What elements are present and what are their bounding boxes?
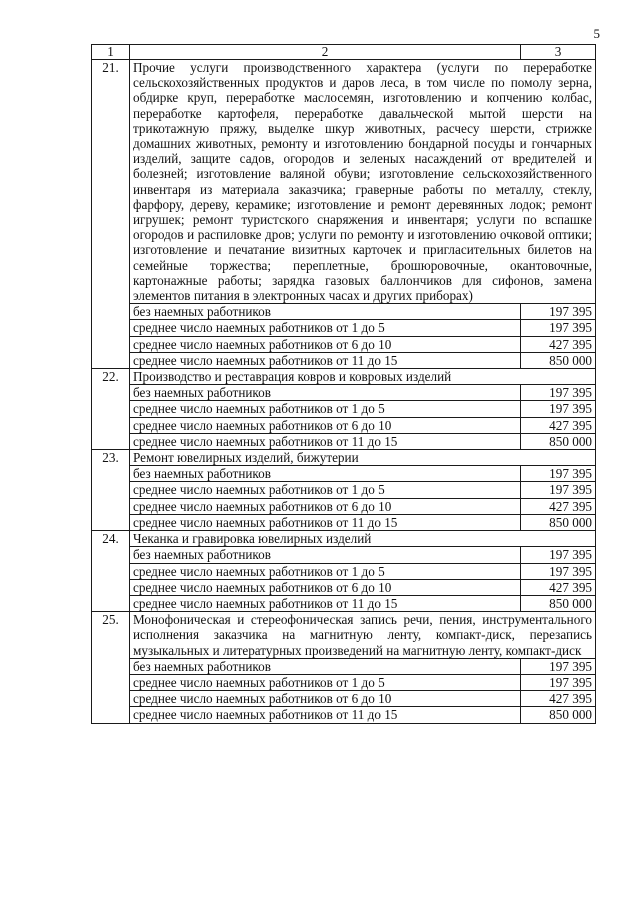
row-value: 850 000 xyxy=(521,514,596,530)
table-row xyxy=(92,385,596,401)
row-value: 427 395 xyxy=(521,691,596,707)
header-col-3: 3 xyxy=(521,45,596,60)
row-value: 197 395 xyxy=(521,658,596,674)
item-description: Монофоническая и стереофоническая запись речи, пения, инструментального исполнения заказчика на магнитную ленту, компакт-диск, перезапись музыкальных и литературных произведений на магнитную ленту, компакт-диск xyxy=(130,612,596,659)
row-label: среднее число наемных работников от 11 до 15 xyxy=(130,433,521,449)
row-value: 197 395 xyxy=(521,547,596,563)
row-label: среднее число наемных работников от 1 до 5 xyxy=(130,674,521,690)
table-row xyxy=(92,320,596,336)
row-value: 427 395 xyxy=(521,336,596,352)
row-label: среднее число наемных работников от 1 до 5 xyxy=(130,482,521,498)
row-value: 197 395 xyxy=(521,482,596,498)
row-label: среднее число наемных работников от 11 до 15 xyxy=(130,514,521,530)
row-value: 197 395 xyxy=(521,401,596,417)
item-number: 22. xyxy=(92,369,130,450)
row-value: 197 395 xyxy=(521,563,596,579)
tariff-table xyxy=(91,44,596,724)
row-label: среднее число наемных работников от 6 до 10 xyxy=(130,498,521,514)
item-description: Прочие услуги производственного характера (услуги по переработке сельскохозяйственных продуктов и даров леса, в том числе по помолу зерна, обдирке круп, переработке маслосемян, изготовлению и копчению колбас, переработке картофеля, переработке давальческой мытой шерсти на трикотажную пряжу, выделке шкур животных, расчесу шерсти, стрижке домашних животных, ремонту и изготовлению бондарной посуды и гончарных изделий, защите садов, огородов и зеленых насаждений от вредителей и болезней; изготовление валяной обуви; изготовление сельскохозяйственного инвентаря из материала заказчика; граверные работы по металлу, стеклу, фарфору, дереву, керамике; изготовление и ремонт деревянных лодок; ремонт игрушек; ремонт туристского снаряжения и инвентаря; услуги по вспашке огородов и распиловке дров; услуги по ремонту и изготовлению очковой оптики; изготовление и печатание визитных карточек и пригласительных билетов на семейные торжества; переплетные, брошюровочные, окантовочные, картонажные работы; зарядка газовых баллончиков для сифонов, замена элементов питания в электронных часах и других приборах) xyxy=(130,60,596,304)
row-label: среднее число наемных работников от 6 до 10 xyxy=(130,691,521,707)
header-col-2: 2 xyxy=(130,45,521,60)
row-value: 850 000 xyxy=(521,352,596,368)
row-label: без наемных работников xyxy=(130,304,521,320)
row-value: 197 395 xyxy=(521,385,596,401)
table-body xyxy=(92,45,596,724)
table-row xyxy=(92,352,596,368)
row-label: среднее число наемных работников от 11 до 15 xyxy=(130,352,521,368)
row-label: среднее число наемных работников от 11 до 15 xyxy=(130,707,521,723)
row-value: 427 395 xyxy=(521,579,596,595)
row-label: среднее число наемных работников от 6 до 10 xyxy=(130,579,521,595)
row-label: среднее число наемных работников от 6 до 10 xyxy=(130,417,521,433)
table-row xyxy=(92,674,596,690)
table-row xyxy=(92,401,596,417)
row-label: без наемных работников xyxy=(130,547,521,563)
group-title-row xyxy=(92,60,596,304)
row-label: среднее число наемных работников от 1 до 5 xyxy=(130,563,521,579)
table-row xyxy=(92,579,596,595)
row-label: без наемных работников xyxy=(130,385,521,401)
item-number: 21. xyxy=(92,60,130,369)
table-row xyxy=(92,304,596,320)
table-row xyxy=(92,707,596,723)
item-description: Производство и реставрация ковров и ковровых изделий xyxy=(130,369,596,385)
page-number: 5 xyxy=(593,26,600,41)
table-row xyxy=(92,514,596,530)
item-number: 25. xyxy=(92,612,130,723)
row-value: 850 000 xyxy=(521,707,596,723)
item-number: 24. xyxy=(92,531,130,612)
table-row xyxy=(92,433,596,449)
table-header-row xyxy=(92,45,596,60)
table-row xyxy=(92,466,596,482)
table-row xyxy=(92,417,596,433)
header-col-1: 1 xyxy=(92,45,130,60)
item-description: Чеканка и гравировка ювелирных изделий xyxy=(130,531,596,547)
group-title-row xyxy=(92,450,596,466)
row-value: 197 395 xyxy=(521,320,596,336)
row-value: 197 395 xyxy=(521,674,596,690)
row-value: 850 000 xyxy=(521,595,596,611)
row-label: среднее число наемных работников от 1 до 5 xyxy=(130,401,521,417)
row-value: 197 395 xyxy=(521,304,596,320)
row-label: без наемных работников xyxy=(130,658,521,674)
item-description: Ремонт ювелирных изделий, бижутерии xyxy=(130,450,596,466)
group-title-row xyxy=(92,531,596,547)
item-number: 23. xyxy=(92,450,130,531)
row-label: среднее число наемных работников от 1 до 5 xyxy=(130,320,521,336)
table-row xyxy=(92,691,596,707)
table-row xyxy=(92,563,596,579)
row-value: 197 395 xyxy=(521,466,596,482)
table-row xyxy=(92,547,596,563)
table-row xyxy=(92,482,596,498)
table-row xyxy=(92,595,596,611)
row-label: среднее число наемных работников от 11 до 15 xyxy=(130,595,521,611)
table-row xyxy=(92,658,596,674)
group-title-row xyxy=(92,369,596,385)
table-row xyxy=(92,336,596,352)
row-value: 427 395 xyxy=(521,498,596,514)
row-label: среднее число наемных работников от 6 до 10 xyxy=(130,336,521,352)
group-title-row xyxy=(92,612,596,659)
row-value: 850 000 xyxy=(521,433,596,449)
row-label: без наемных работников xyxy=(130,466,521,482)
table-row xyxy=(92,498,596,514)
row-value: 427 395 xyxy=(521,417,596,433)
